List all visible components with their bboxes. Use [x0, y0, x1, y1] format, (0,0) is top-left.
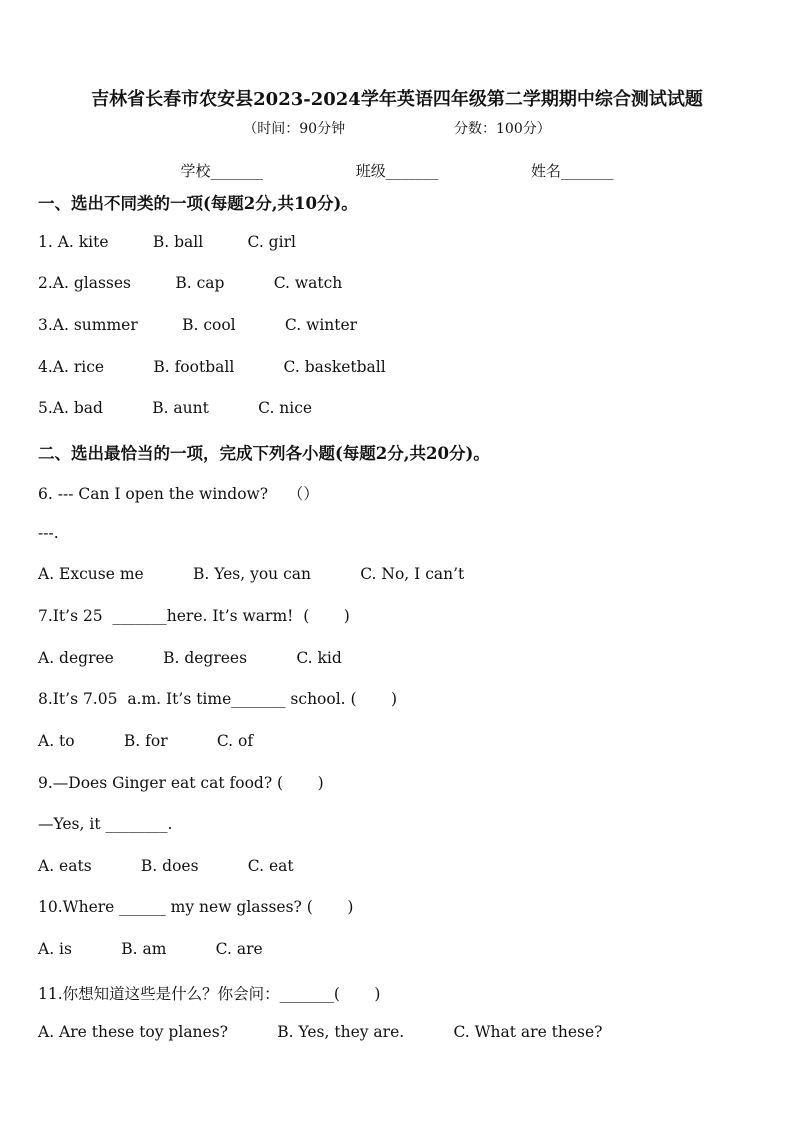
- question-line: A. eats B. does C. eat: [38, 857, 294, 875]
- question-line: 8.It’s 7.05 a.m. It’s time_______ school. ( ): [38, 690, 398, 708]
- question-line: A. degree B. degrees C. kid: [38, 649, 342, 667]
- question-line: 5.A. bad B. aunt C. nice: [38, 399, 313, 417]
- question-line: 7.It’s 25 _______here. It’s warm! ( ): [38, 607, 350, 625]
- question-line: A. Are these toy planes? B. Yes, they are. C. What are these?: [38, 1023, 603, 1041]
- section-heading-2: 二、选出最恰当的一项，完成下列各小题(每题2分,共20分)。: [38, 444, 490, 463]
- question-line: 4.A. rice B. football C. basketball: [38, 358, 386, 376]
- question-line: 11.你想知道这些是什么？你会问：_______( ): [38, 985, 381, 1003]
- class-field: 班级_______: [355, 162, 439, 180]
- question-line: 1. A. kite B. ball C. girl: [38, 233, 296, 251]
- question-line: 3.A. summer B. cool C. winter: [38, 316, 358, 334]
- exam-meta: [0, 118, 794, 138]
- question-line: A. is B. am C. are: [38, 940, 263, 958]
- question-line: 2.A. glasses B. cap C. watch: [38, 274, 343, 292]
- school-field: 学校_______: [180, 162, 263, 180]
- time-label: （时间：90分钟: [243, 121, 346, 137]
- student-info-row: [0, 160, 794, 181]
- name-field: 姓名_______: [531, 162, 614, 180]
- score-label: 分数：100分）: [454, 121, 551, 137]
- page-title: 吉林省长春市农安县2023-2024学年英语四年级第二学期期中综合测试试题: [91, 89, 703, 110]
- question-line: ---.: [38, 524, 59, 542]
- question-line: 6. --- Can I open the window? （）: [38, 485, 319, 503]
- section-heading-1: 一、选出不同类的一项(每题2分,共10分)。: [38, 194, 358, 213]
- question-line: A. Excuse me B. Yes, you can C. No, I can’t: [38, 565, 465, 583]
- question-line: 10.Where ______ my new glasses? ( ): [38, 898, 354, 916]
- question-line: A. to B. for C. of: [38, 732, 254, 750]
- question-line: 9.—Does Ginger eat cat food? ( ): [38, 774, 324, 792]
- question-line: —Yes, it ________.: [38, 815, 173, 833]
